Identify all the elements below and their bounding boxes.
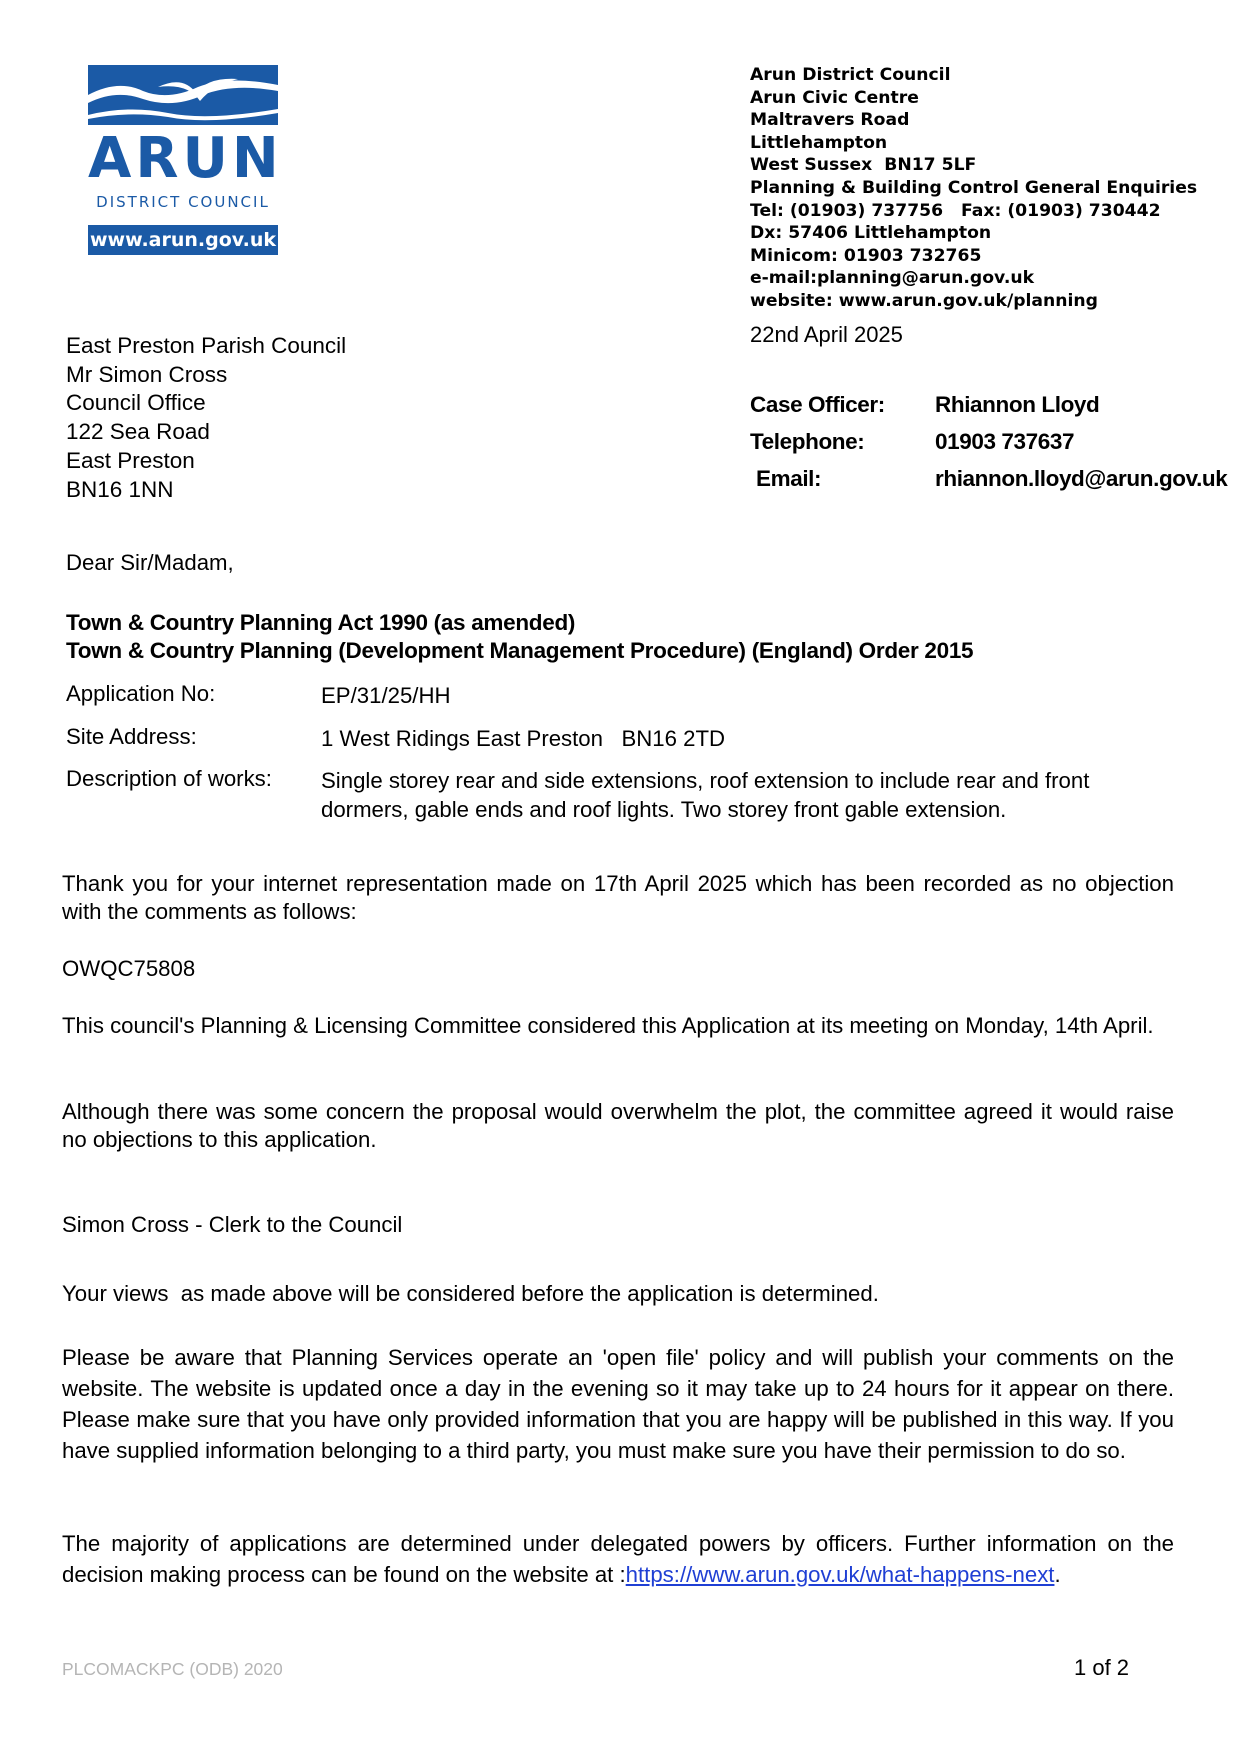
site-address-label: Site Address:: [66, 724, 197, 749]
footer-reference: PLCOMACKPC (ODB) 2020: [62, 1659, 283, 1679]
page-number: 1 of 2: [1074, 1655, 1130, 1680]
recipient-line: BN16 1NN: [66, 476, 174, 502]
recipient-line: Mr Simon Cross: [66, 361, 228, 387]
paragraph-decision-process: [62, 1528, 1174, 1590]
recipient-line: Council Office: [66, 390, 206, 416]
paragraph-representation: Thank you for your internet representation made on 17th April 2025 which has been recorded as no objection with the comments as follows:: [62, 871, 1174, 924]
paragraph-concern: Although there was some concern the proposal would overwhelm the plot, the committee agreed it would raise no objections to this application.: [62, 1099, 1174, 1152]
email-value: rhiannon.lloyd@arun.gov.uk: [935, 466, 1228, 491]
council-logo: [88, 65, 283, 255]
council-address-line: Dx: 57406 Littlehampton: [750, 223, 992, 244]
council-address-line: West Sussex BN17 5LF: [750, 155, 977, 176]
council-address-line: Minicom: 01903 732765: [750, 245, 982, 266]
recipient-line: East Preston: [66, 447, 195, 473]
council-email-line: e-mail:planning@arun.gov.uk: [750, 268, 1035, 289]
heading-act: Town & Country Planning Act 1990 (as amended): [66, 610, 576, 635]
description-label: Description of works:: [66, 766, 272, 791]
letter-date: 22nd April 2025: [750, 322, 903, 347]
heading-order: Town & Country Planning (Development Management Procedure) (England) Order 2015: [66, 638, 974, 663]
recipient-address: [66, 332, 346, 504]
logo-seagull-banner: [88, 65, 278, 125]
telephone-label: Telephone:: [750, 429, 865, 454]
seagull-icon: [88, 65, 278, 125]
paragraph-open-file: Please be aware that Planning Services operate an 'open file' policy and will publish your comments on the website. The website is updated once a day in the evening so it may take up to 24 hours for it appear on there. Please make sure that you have only provided information that you are happy will be published in this way. If you have supplied information belonging to a third party, you must make sure you have their permission to do so.: [62, 1345, 1174, 1463]
paragraph-views: Your views as made above will be considered before the application is determined.: [62, 1281, 879, 1306]
case-officer-label: Case Officer:: [750, 392, 885, 417]
council-address-line: Arun District Council: [750, 65, 951, 85]
council-website-line: website: www.arun.gov.uk/planning: [750, 290, 1098, 311]
council-address-line: Planning & Building Control General Enquiries: [750, 177, 1198, 198]
salutation: Dear Sir/Madam,: [66, 550, 234, 575]
decision-process-text: The majority of applications are determined under delegated powers by officers. Further information on the decision making process can be found on the website at :: [62, 1531, 1174, 1587]
council-address-line: Littlehampton: [750, 132, 888, 153]
council-address-block: [750, 64, 1197, 313]
email-label: Email:: [756, 466, 822, 491]
council-address-line: Tel: (01903) 737756 Fax: (01903) 730442: [750, 200, 1161, 221]
council-address-line: Arun Civic Centre: [750, 87, 919, 108]
decision-process-end: .: [1054, 1562, 1061, 1587]
application-number-label: Application No:: [66, 681, 216, 706]
logo-name: ARUN: [88, 126, 283, 191]
reference-code: OWQC75808: [62, 956, 196, 981]
application-number-value: EP/31/25/HH: [321, 683, 451, 708]
signoff: Simon Cross - Clerk to the Council: [62, 1212, 403, 1237]
case-officer-value: Rhiannon Lloyd: [935, 392, 1100, 417]
site-address-value: 1 West Ridings East Preston BN16 2TD: [321, 726, 726, 751]
logo-website: www.arun.gov.uk: [88, 225, 278, 255]
telephone-value: 01903 737637: [935, 429, 1075, 454]
what-happens-next-link[interactable]: https://www.arun.gov.uk/what-happens-next: [625, 1562, 1055, 1587]
logo-subtitle: DISTRICT COUNCIL: [96, 193, 270, 211]
paragraph-committee: This council's Planning & Licensing Committee considered this Application at its meeting on Monday, 14th April.: [62, 1013, 1154, 1038]
recipient-line: 122 Sea Road: [66, 419, 210, 445]
description-value: Single storey rear and side extensions, roof extension to include rear and front dormers, gable ends and roof lights. Two storey front gable extension.: [321, 768, 1090, 822]
recipient-line: East Preston Parish Council: [66, 333, 347, 358]
council-address-line: Maltravers Road: [750, 110, 910, 131]
